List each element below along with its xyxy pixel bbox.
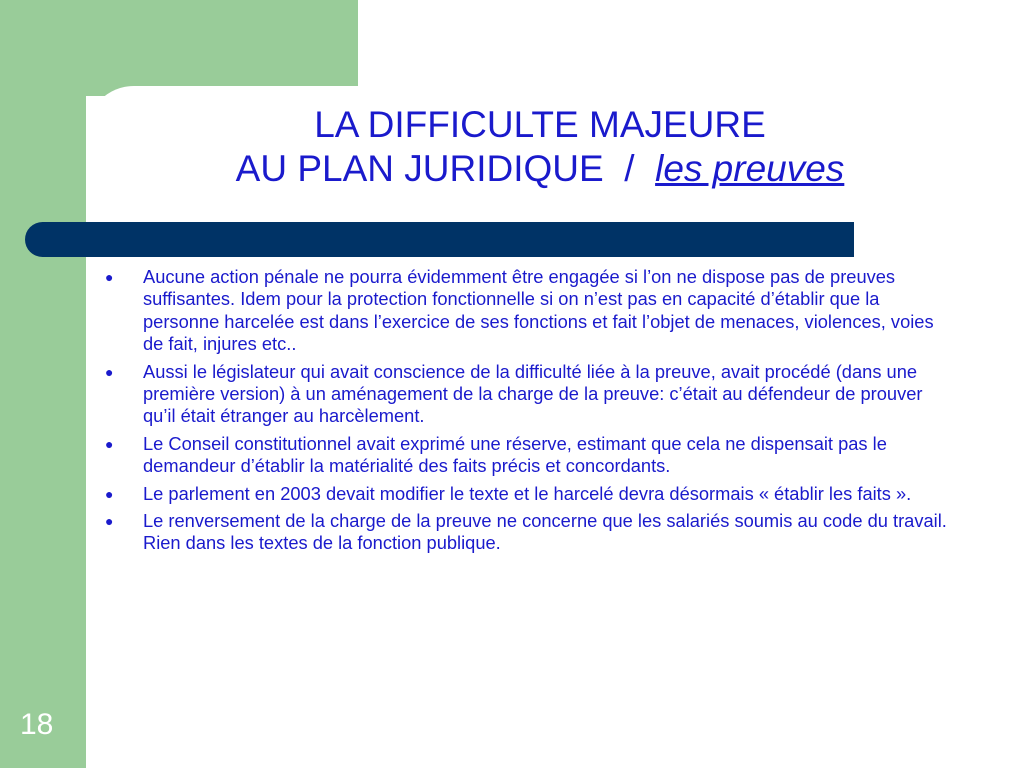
bullet-item [105,361,950,428]
title-emphasis: les preuves [655,148,845,189]
bullet-dot-icon: ● [105,435,114,452]
bullet-dot-icon: ● [105,485,114,502]
bullet-text: Le parlement en 2003 devait modifier le texte et le harcelé devra désormais « établir les faits ». [143,482,912,504]
title-line-2 [100,147,980,191]
bullet-text: Le Conseil constitutionnel avait exprimé une réserve, estimant que cela ne dispensait pas le demandeur d’établir la matérialité des faits précis et concordants. [143,432,887,477]
title-line-2-prefix: AU PLAN JURIDIQUE [235,148,604,189]
bullet-item [105,483,950,505]
title-line-1: LA DIFFICULTE MAJEURE [314,104,766,145]
bullet-text: Aucune action pénale ne pourra évidemment être engagée si l’on ne dispose pas de preuves suffisantes. Idem pour la protection fonctionnelle si on n’est pas en capacité d’établir que la personne harcelée est dans l’exercice de ses fonctions et fait l’objet de menaces, violences, voies de fait, injures etc.. [143,266,934,355]
title-divider-bar [25,222,854,257]
bullet-dot-icon: ● [105,513,114,530]
page-number: 18 [20,708,54,741]
bullet-item [105,433,950,478]
slide-title [100,103,980,191]
bullet-text: Le renversement de la charge de la preuve ne concerne que les salariés soumis au code du travail. Rien dans les textes de la fonction publique. [143,510,947,554]
title-separator: / [603,148,656,189]
bullet-list [105,266,950,560]
bullet-item [105,510,950,555]
bullet-item [105,266,950,356]
left-green-sidebar [0,0,86,768]
bullet-dot-icon: ● [105,363,114,380]
bullet-text: Aussi le législateur qui avait conscience de la difficulté liée à la preuve, avait procédé (dans une première version) à un aménagement de la charge de la preuve: c’était au défendeur de prouver qu’il était étranger au harcèlement. [143,360,923,427]
bullet-dot-icon: ● [105,269,114,285]
